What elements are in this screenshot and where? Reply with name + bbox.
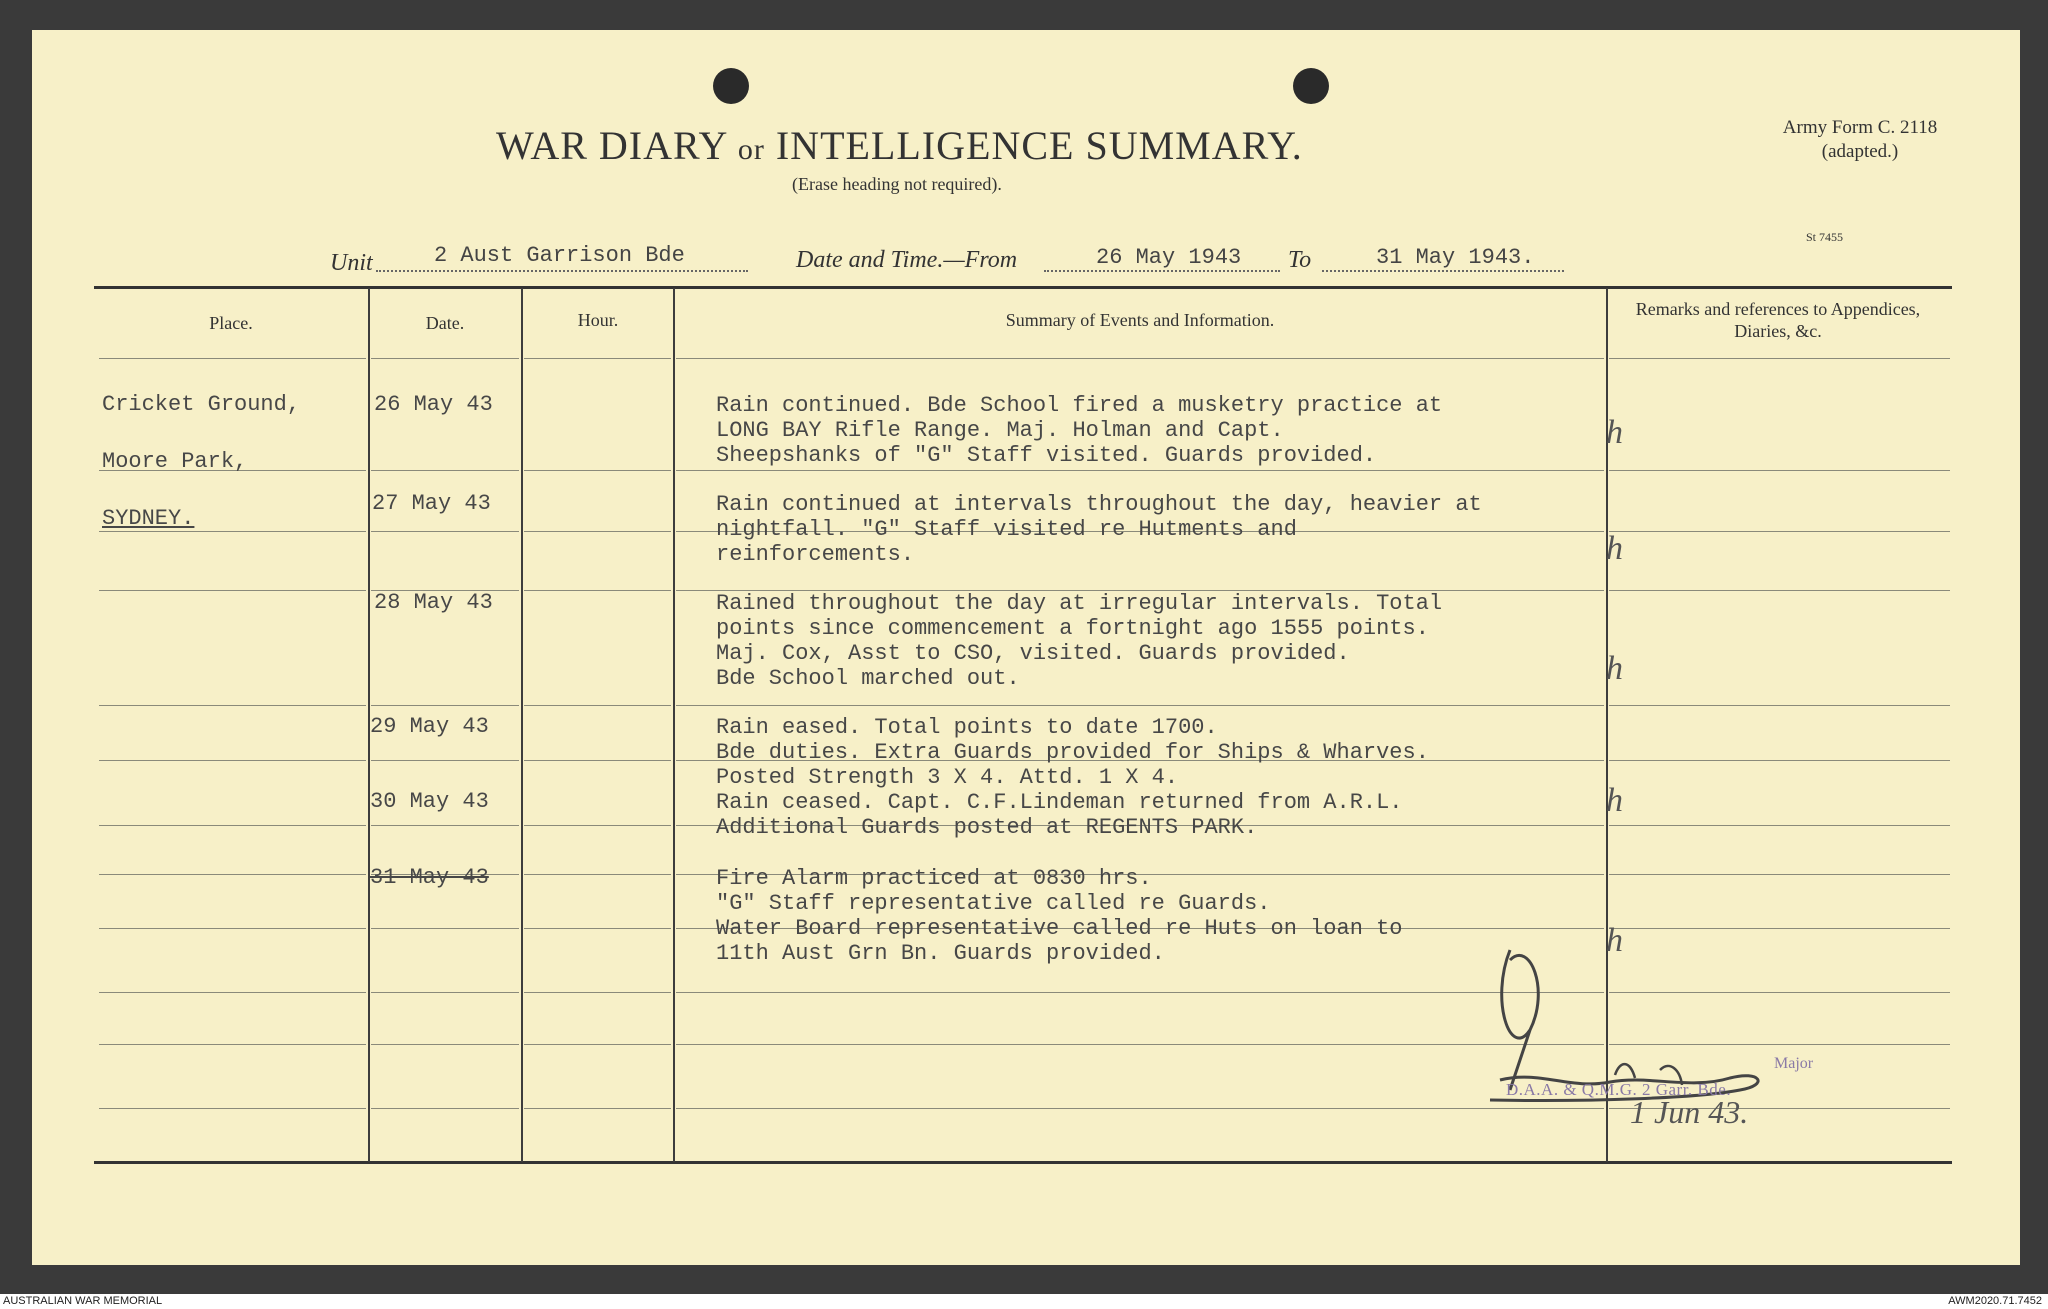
place-line-2: Moore Park, — [102, 449, 248, 474]
ruled-line — [99, 590, 366, 591]
ruled-line — [371, 760, 519, 761]
col-head-remarks: Remarks and references to Appendices, Diaries, &c. — [1635, 299, 1921, 341]
to-label: To — [1288, 247, 1312, 273]
archive-footer — [0, 1294, 2048, 1309]
ruled-line — [99, 760, 366, 761]
ruled-line — [676, 358, 1604, 359]
summary-line: Rained throughout the day at irregular intervals. Total — [716, 591, 1443, 616]
footer-institution: AUSTRALIAN WAR MEMORIAL — [3, 1295, 163, 1307]
place-line-3: SYDNEY. — [102, 506, 195, 531]
ruled-line — [1609, 825, 1950, 826]
table-top-rule — [94, 286, 1952, 289]
table-bottom-rule — [94, 1161, 1952, 1164]
col-divider-date — [521, 288, 523, 1162]
summary-line: Posted Strength 3 X 4. Attd. 1 X 4. — [716, 765, 1179, 790]
ruled-line — [1609, 874, 1950, 875]
summary-line: "G" Staff representative called re Guards. — [716, 891, 1271, 916]
ruled-line — [1609, 531, 1950, 532]
summary-28-may — [716, 591, 1442, 691]
ruled-line — [99, 1044, 366, 1045]
date-26-may: 26 May 43 — [374, 392, 493, 417]
ruled-line — [1609, 358, 1950, 359]
date-31-may: 31 May 43 — [370, 865, 489, 890]
ruled-line — [524, 705, 671, 706]
ruled-line — [371, 531, 519, 532]
appointment-stamp: D.A.A. & Q.M.G. 2 Garr. Bde. — [1506, 1080, 1732, 1099]
initial-mark: h — [1606, 922, 1623, 959]
initial-mark: h — [1606, 782, 1623, 819]
ruled-line — [524, 992, 671, 993]
army-form-label — [1738, 116, 1982, 164]
summary-line: Fire Alarm practiced at 0830 hrs. — [716, 866, 1152, 891]
ruled-line — [371, 705, 519, 706]
title-rest: INTELLIGENCE SUMMARY. — [775, 123, 1303, 168]
ruled-line — [1609, 590, 1950, 591]
page-subtitle: (Erase heading not required). — [792, 174, 1002, 194]
datetime-label: Date and Time.—From — [796, 247, 1018, 273]
ruled-line — [676, 1044, 1604, 1045]
ruled-line — [524, 1108, 671, 1109]
ruled-line — [524, 825, 671, 826]
punch-hole-right — [1293, 68, 1329, 104]
ruled-line — [524, 358, 671, 359]
ruled-line — [1609, 470, 1950, 471]
title-main: WAR DIARY — [496, 123, 727, 168]
ruled-line — [524, 531, 671, 532]
col-head-hour: Hour. — [577, 310, 619, 330]
date-29-may: 29 May 43 — [370, 714, 489, 739]
footer-reference: AWM2020.71.7452 — [1948, 1295, 2042, 1307]
col-head-summary: Summary of Events and Information. — [1005, 310, 1275, 330]
from-underline — [1044, 270, 1280, 272]
to-underline — [1322, 270, 1564, 272]
ruled-line — [371, 1044, 519, 1045]
ruled-line — [1609, 705, 1950, 706]
ruled-line — [99, 705, 366, 706]
ruled-line — [676, 1108, 1604, 1109]
summary-line: nightfall. "G" Staff visited re Hutments and — [716, 517, 1297, 542]
ruled-line — [676, 705, 1604, 706]
ruled-line — [524, 1044, 671, 1045]
summary-27-may — [716, 492, 1482, 567]
ruled-line — [524, 590, 671, 591]
ruled-line — [371, 992, 519, 993]
summary-29-may — [716, 715, 1429, 790]
summary-line: Bde School marched out. — [716, 666, 1020, 691]
ruled-line — [371, 928, 519, 929]
punch-hole-left — [713, 68, 749, 104]
signatory-rank: Major — [1774, 1055, 1814, 1072]
summary-line: Rain continued at intervals throughout the day, heavier at — [716, 492, 1482, 517]
form-name: Army Form C. 2118 — [1782, 117, 1938, 138]
ruled-line — [99, 992, 366, 993]
ruled-line — [524, 874, 671, 875]
summary-line: points since commencement a fortnight ago 1555 points. — [716, 616, 1429, 641]
summary-26-may — [716, 393, 1442, 468]
summary-line: Bde duties. Extra Guards provided for Ships & Wharves. — [716, 740, 1429, 765]
ruled-line — [676, 470, 1604, 471]
summary-line: Additional Guards posted at REGENTS PARK. — [716, 815, 1258, 840]
ruled-line — [99, 358, 366, 359]
initial-mark: h — [1606, 414, 1623, 451]
ruled-line — [371, 358, 519, 359]
title-or: or — [737, 133, 765, 166]
ruled-line — [99, 1108, 366, 1109]
ruled-line — [1609, 760, 1950, 761]
ruled-line — [524, 760, 671, 761]
page-title — [496, 122, 1303, 169]
ruled-line — [524, 928, 671, 929]
summary-line: Rain eased. Total points to date 1700. — [716, 715, 1218, 740]
ruled-line — [99, 874, 366, 875]
ruled-line — [99, 531, 366, 532]
summary-line: 11th Aust Grn Bn. Guards provided. — [716, 941, 1165, 966]
summary-line: reinforcements. — [716, 542, 915, 567]
col-head-date: Date. — [425, 313, 465, 333]
summary-line: Maj. Cox, Asst to CSO, visited. Guards provided. — [716, 641, 1350, 666]
unit-label: Unit — [330, 250, 373, 276]
ruled-line — [371, 470, 519, 471]
col-divider-hour — [673, 288, 675, 1162]
ruled-line — [99, 825, 366, 826]
initial-mark: h — [1606, 650, 1623, 687]
form-adapted: (adapted.) — [1821, 141, 1899, 162]
ruled-line — [676, 992, 1604, 993]
to-date: 31 May 1943. — [1376, 245, 1535, 270]
ruled-line — [371, 1108, 519, 1109]
unit-underline — [376, 270, 748, 272]
summary-line: Water Board representative called re Huts on loan to — [716, 916, 1403, 941]
date-30-may: 30 May 43 — [370, 789, 489, 814]
initial-mark: h — [1606, 530, 1623, 567]
from-date: 26 May 1943 — [1096, 245, 1242, 270]
summary-30-may — [716, 790, 1403, 840]
date-28-may: 28 May 43 — [374, 590, 493, 615]
summary-line: Sheepshanks of "G" Staff visited. Guards provided. — [716, 443, 1377, 468]
summary-line: LONG BAY Rifle Range. Maj. Holman and Capt. — [716, 418, 1284, 443]
stock-number: St 7455 — [1806, 230, 1844, 244]
summary-line: Rain ceased. Capt. C.F.Lindeman returned from A.R.L. — [716, 790, 1403, 815]
ruled-line — [99, 928, 366, 929]
date-27-may: 27 May 43 — [372, 491, 491, 516]
unit-value: 2 Aust Garrison Bde — [434, 243, 685, 268]
ruled-line — [371, 825, 519, 826]
summary-31-may — [716, 866, 1403, 966]
place-line-1: Cricket Ground, — [102, 392, 301, 417]
col-head-place: Place. — [209, 313, 253, 333]
signature-date: 1 Jun 43. — [1630, 1094, 1749, 1130]
summary-line: Rain continued. Bde School fired a musketry practice at — [716, 393, 1443, 418]
ruled-line — [524, 470, 671, 471]
